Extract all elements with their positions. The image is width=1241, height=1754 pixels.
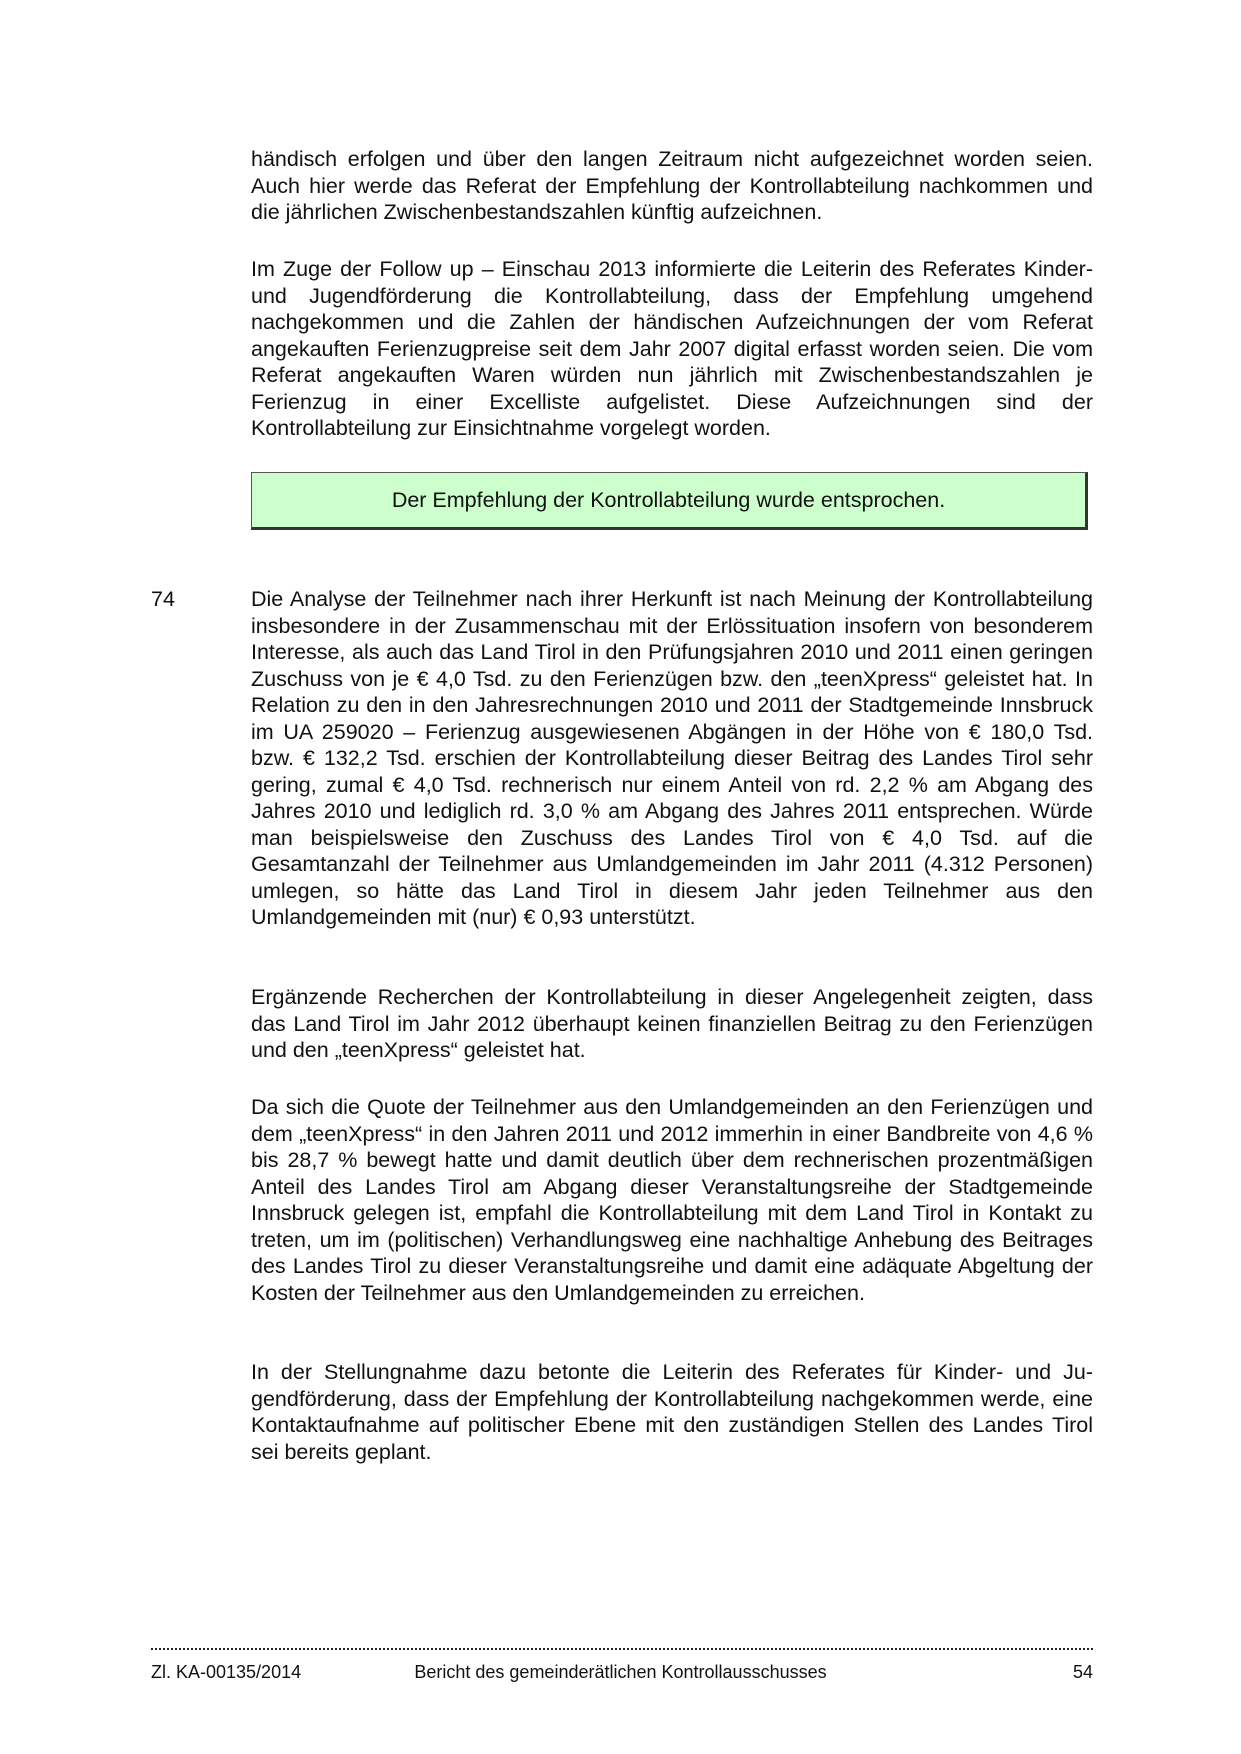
paragraph-supplementary-research: Ergänzende Recherchen der Kontrollabteilung in dieser Angelegenheit zeigten, dass das Land Tirol im Jahr 2012 überhaupt keinen finanziellen Beitrag zu den Ferienzügen und den „teenXpress“ geleistet hat. bbox=[251, 985, 1093, 1062]
paragraph-follow-up-intro: händisch erfolgen und über den langen Zeitraum nicht aufgezeichnet worden seien. Auch hier werde das Referat der Empfehlung der Kontrollabteilung nachkommen und die jährlichen Zwischenbestandszahlen künftig aufzeichnen. bbox=[251, 147, 1093, 224]
paragraph-recommendation: Da sich die Quote der Teilnehmer aus den Umlandgemeinden an den Ferienzügen und dem „teenXpress“ in den Jahren 2011 und 2012 immerhin in einer Bandbreite von 4,6 % bis 28,7 % bewegt hatte und damit deutlich über dem rechnerischen prozentmäßigen Anteil des Landes Tirol am Abgang dieser Veranstaltungsreihe der Stadtgemeinde Innsbruck gelegen ist, empfahl die Kontrollabteilung mit dem Land Tirol in Kontakt zu treten, um im (politischen) Verhandlungsweg eine nachhaltige Anhebung des Beitrages des Landes Tirol zu dieser Veranstaltungsreihe und damit eine adäquate Abgeltung der Kosten der Teilnehmer aus den Umlandgemeinden zu erreichen. bbox=[251, 1095, 1093, 1305]
recommendation-result-box bbox=[251, 472, 1088, 530]
paragraph-participant-analysis: Die Analyse der Teilnehmer nach ihrer Herkunft ist nach Meinung der Kontrollabteilung insbesondere in der Zusammenschau mit der Erlössituation insofern von besonderem Interesse, als auch das Land Tirol in den Prüfungsjahren 2010 und 2011 einen geringen Zuschuss von je € 4,0 Tsd. zu den Ferienzügen bzw. den „teenXpress“ geleistet hat. In Relation zu den in den Jahresrechnungen 2010 und 2011 der Stadtgemeinde Innsbruck im UA 259020 – Ferienzug ausgewiesenen Abgängen in der Höhe von € 180,0 Tsd. bzw. € 132,2 Tsd. erschien der Kontrollabteilung dieser Beitrag des Landes Tirol sehr gering, zumal € 4,0 Tsd. rechnerisch nur einem Anteil von rd. 2,2 % am Abgang des Jahres 2010 und lediglich rd. 3,0 % am Abgang des Jahres 2011 entsprechen. Würde man beispielsweise den Zuschuss des Landes Tirol von € 4,0 Tsd. auf die Gesamtanzahl der Teilnehmer aus Umlandgemeinden im Jahr 2011 (4.312 Personen) umlegen, so hätte das Land Tirol in diesem Jahr jeden Teilnehmer aus den Umlandgemeinden mit (nur) € 0,93 unterstützt. bbox=[251, 587, 1093, 929]
recommendation-result-text: Der Empfehlung der Kontrollabteilung wurde entsprochen. bbox=[391, 487, 946, 512]
footer-reference: Zl. KA-00135/2014 bbox=[151, 1662, 302, 1682]
section-number: 74 bbox=[151, 587, 175, 611]
footer-page-number: 54 bbox=[1072, 1662, 1093, 1682]
paragraph-follow-up-result: Im Zuge der Follow up – Einschau 2013 informierte die Leiterin des Referates Kinder- und Jugendförderung die Kontrollabteilung, dass der Empfehlung umgehend nachgekommen und die Zahlen der händischen Aufzeichnungen der vom Referat angekauften Ferienzugpreise seit dem Jahr 2007 digital erfasst worden seien. Die vom Referat angekauften Waren würden nun jährlich mit Zwischenbestandszahlen je Ferienzug in einer Excelliste aufgelistet. Diese Aufzeichnungen sind der Kontrollabteilung zur Einsichtnahme vorgelegt worden. bbox=[251, 257, 1093, 440]
footer-divider bbox=[151, 1648, 1093, 1650]
footer-report-title: Bericht des gemeinderätlichen Kontrollausschusses bbox=[414, 1662, 827, 1682]
paragraph-statement: In der Stellungnahme dazu betonte die Leiterin des Referates für Kinder- und Jugendförderung, dass der Empfehlung der Kontrollabteilung nachgekommen werde, eine Kontaktaufnahme auf politischer Ebene mit den zuständigen Stellen des Landes Tirol sei bereits geplant. bbox=[251, 1360, 1093, 1464]
